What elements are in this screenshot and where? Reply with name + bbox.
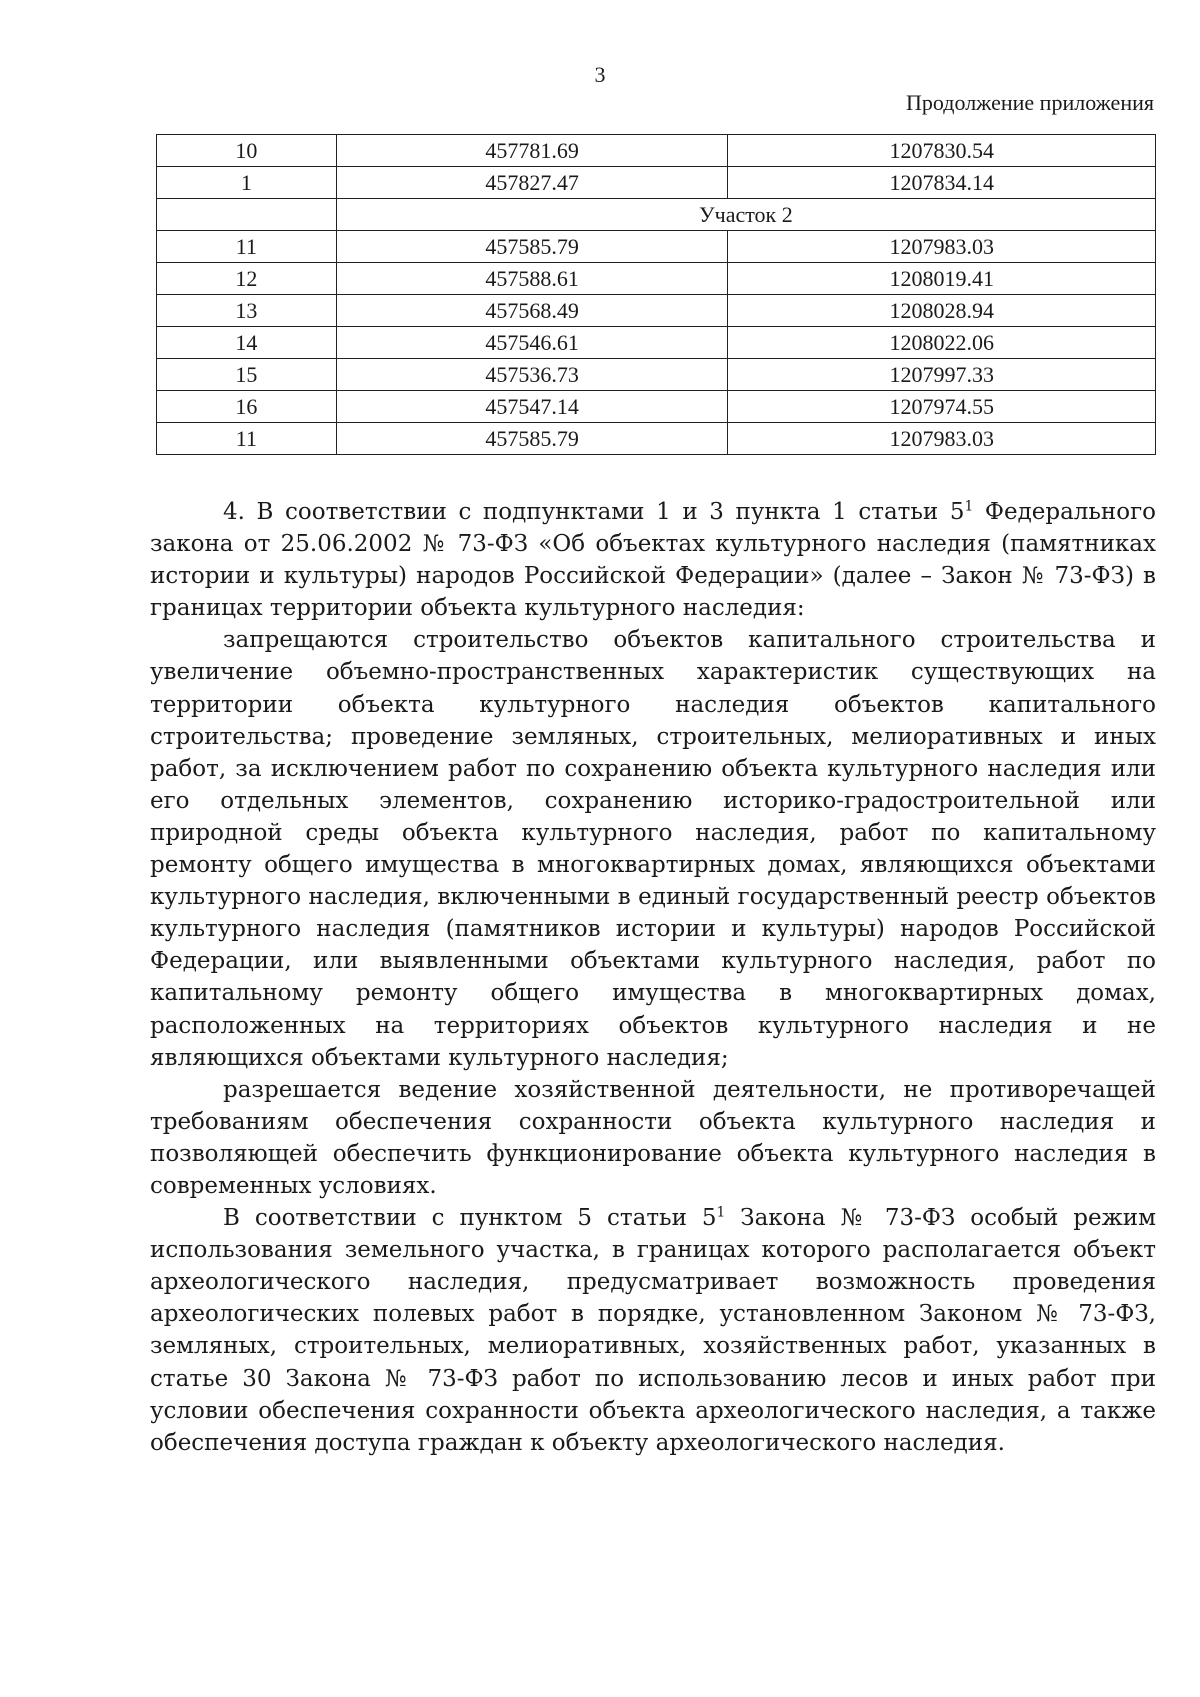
coordinates-table [156,134,1156,455]
x-coordinate-cell: 457546.61 [336,327,728,359]
paragraph-text: 4. В соответствии с подпунктами 1 и 3 пункта 1 статьи 5 [223,499,965,525]
point-number-cell: 16 [157,391,337,423]
x-coordinate-cell: 457568.49 [336,295,728,327]
y-coordinate-cell: 1207834.14 [728,167,1156,199]
paragraph-archaeology [150,1202,1156,1459]
paragraph-prohibitions: запрещаются строительство объектов капитального строительства и увеличение объемно-пространственных характеристик существующих на территории объекта культурного наследия объектов капитального строительства; проведение земляных, строительных, мелиоративных и иных работ, за исключением работ по сохранению объекта культурного наследия или его отдельных элементов, сохранению историко-градостроительной или природной среды объекта культурного наследия, работ по капитальному ремонту общего имущества в многоквартирных домах, являющихся объектами культурного наследия, включенными в единый государственный реестр объектов культурного наследия (памятников истории и культуры) народов Российской Федерации, или выявленными объектами культурного наследия, работ по капитальному ремонту общего имущества в многоквартирных домах, расположенных на территориях объектов культурного наследия и не являющихся объектами культурного наследия; [150,627,1156,1071]
x-coordinate-cell: 457536.73 [336,359,728,391]
paragraph-text: Закона № 73-ФЗ особый режим использования земельного участка, в границах которого располагается объект археологического наследия, предусматривает возможность проведения археологических полевых работ в порядке, установленном Законом № 73-ФЗ, земляных, строительных, мелиоративных, хозяйственных работ, указанных в статье 30 Закона № 73-ФЗ работ по использованию лесов и иных работ при условии обеспечения сохранности объекта археологического наследия, а также обеспечения доступа граждан к объекту археологического наследия. [150,1205,1156,1456]
table-row [157,391,1156,423]
table-row [157,295,1156,327]
point-number-cell: 13 [157,295,337,327]
table-row [157,263,1156,295]
paragraph-permissions: разрешается ведение хозяйственной деятельности, не противоречащей требованиям обеспечения сохранности объекта культурного наследия и позволяющей обеспечить функционирование объекта культурного наследия в современных условиях. [150,1076,1156,1199]
y-coordinate-cell: 1207830.54 [728,135,1156,167]
y-coordinate-cell: 1207983.03 [728,423,1156,455]
paragraph-text: Федерального закона от 25.06.2002 № 73-ФЗ «Об объектах культурного наследия (памятниках истории и культуры) народов Российской Федерации» (далее – Закон № 73-ФЗ) в границах территории объекта культурного наследия: [150,499,1156,622]
point-number-cell: 10 [157,135,337,167]
x-coordinate-cell: 457585.79 [336,231,728,263]
y-coordinate-cell: 1207997.33 [728,359,1156,391]
table-row [157,423,1156,455]
table-row [157,327,1156,359]
point-number-cell: 11 [157,231,337,263]
x-coordinate-cell: 457585.79 [336,423,728,455]
page-number: 3 [594,62,606,87]
y-coordinate-cell: 1208022.06 [728,327,1156,359]
point-number-cell: 14 [157,327,337,359]
y-coordinate-cell: 1208019.41 [728,263,1156,295]
table-row [157,231,1156,263]
point-number-cell: 12 [157,263,337,295]
point-number-cell: 1 [157,167,337,199]
y-coordinate-cell: 1208028.94 [728,295,1156,327]
section-label-cell: Участок 2 [336,199,1155,231]
point-number-cell: 11 [157,423,337,455]
x-coordinate-cell: 457827.47 [336,167,728,199]
table-row [157,135,1156,167]
x-coordinate-cell: 457781.69 [336,135,728,167]
section-row [157,199,1156,231]
coordinates-table-body [157,135,1156,455]
empty-cell [157,199,337,231]
y-coordinate-cell: 1207974.55 [728,391,1156,423]
continuation-label: Продолжение приложения [906,90,1154,115]
x-coordinate-cell: 457588.61 [336,263,728,295]
x-coordinate-cell: 457547.14 [336,391,728,423]
superscript: 1 [964,498,974,515]
paragraph-text: В соответствии с пунктом 5 статьи 5 [223,1205,717,1232]
y-coordinate-cell: 1207983.03 [728,231,1156,263]
point-number-cell: 15 [157,359,337,391]
superscript: 1 [716,1204,726,1221]
paragraph-point-4 [150,496,1156,624]
table-row [157,167,1156,199]
table-row [157,359,1156,391]
body-text [150,496,1156,1459]
